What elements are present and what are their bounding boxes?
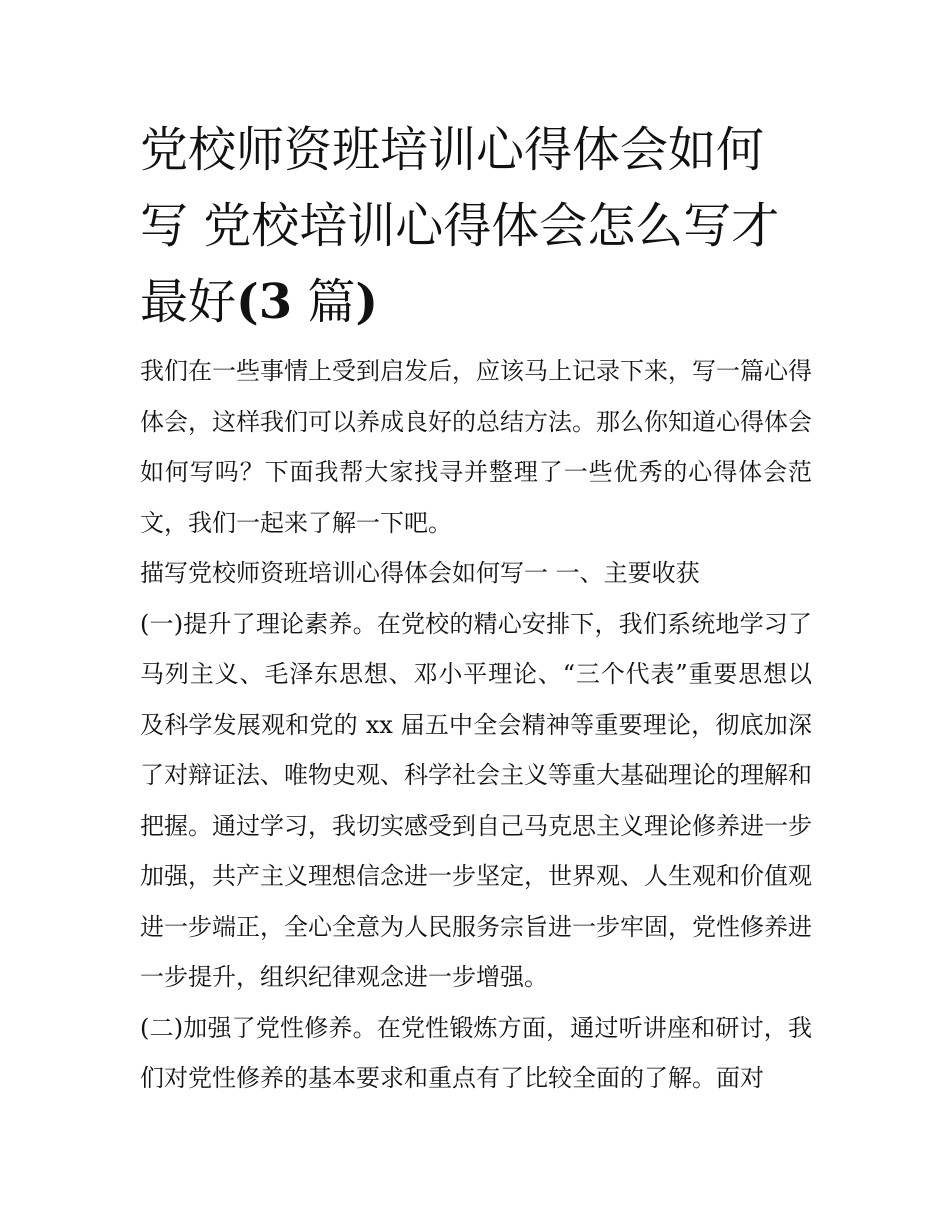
paragraph-section-heading: 描写党校师资班培训心得体会如何写一 一、主要收获 <box>140 559 700 587</box>
document-body <box>140 346 812 1104</box>
title-line-1: 党校师资班培训心得体会如何 <box>140 122 765 178</box>
title-line-3 <box>140 264 812 340</box>
title-line-3-prefix: 最好 <box>140 274 237 330</box>
paragraph-theory: (一)提升了理论素养。在党校的精心安排下，我们系统地学习了马列主义、毛泽东思想、邓小平理论、“三个代表”重要思想以及科学发展观和党的 xx 届五中全会精神等重要理论，彻底加深了对辩证法、唯物史观、科学社会主义等重大基础理论的理解和把握。通过学习，我切实感受到自己马克思主义理论修养进一步加强，共产主义理想信念进一步坚定，世界观、人生观和价值观进一步端正，全心全意为人民服务宗旨进一步牢固，党性修养进一步提升，组织纪律观念进一步增强。 <box>140 609 812 991</box>
title-line-3-count: (3 <box>236 274 293 330</box>
title-line-3-close: ) <box>355 274 379 330</box>
title-line-2: 写 党校培训心得体会怎么写才 <box>140 198 780 254</box>
paragraph-intro: 我们在一些事情上受到启发后，应该马上记录下来，写一篇心得体会，这样我们可以养成良好的总结方法。那么你知道心得体会如何写吗？下面我帮大家找寻并整理了一些优秀的心得体会范文，我们一起来了解一下吧。 <box>140 357 812 537</box>
document-page <box>140 112 812 1104</box>
document-title <box>140 112 812 340</box>
paragraph-party-spirit: (二)加强了党性修养。在党性锻炼方面，通过听讲座和研讨，我们对党性修养的基本要求和重点有了比较全面的了解。面对 <box>140 1013 812 1092</box>
title-line-3-unit: 篇 <box>292 274 356 330</box>
